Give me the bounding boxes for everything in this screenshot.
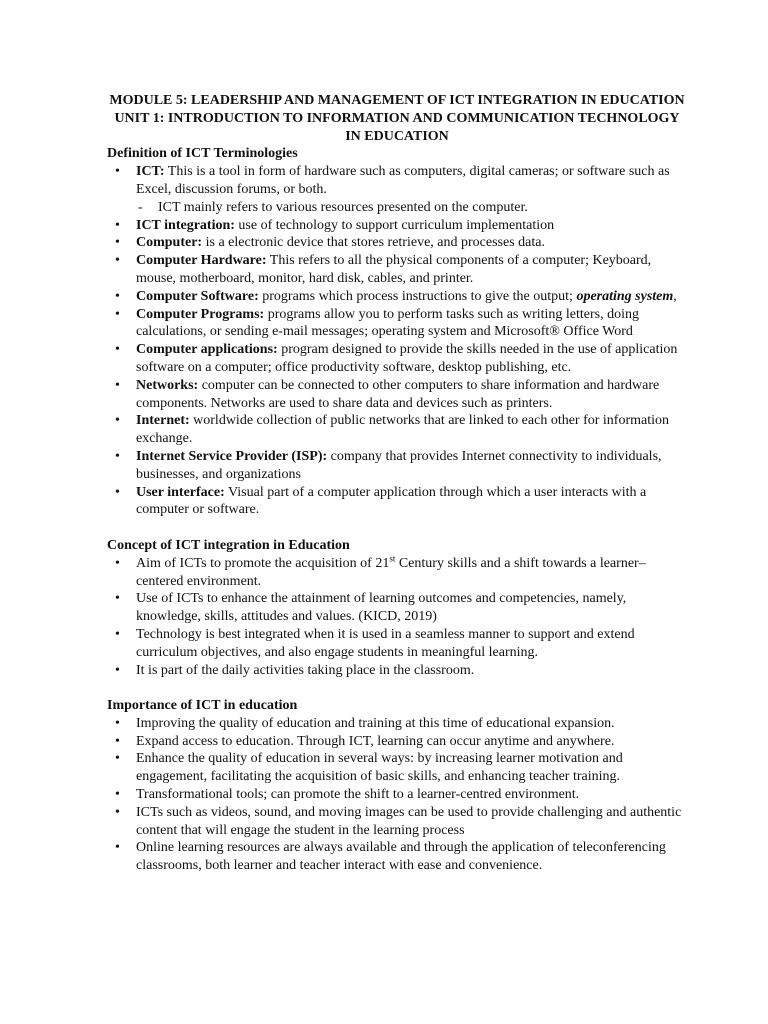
concept-text-post: Century skills and a shift towards a learner–centered environment.	[136, 555, 646, 589]
term: ICT:	[136, 164, 165, 180]
dash: -	[138, 199, 143, 215]
definition-text: worldwide collection of public networks that are linked to each other for information exchange.	[136, 413, 670, 447]
importance-item: • ICTs such as videos, sound, and moving images can be used to provide challenging and authentic content that will engage the student in the learning process	[107, 804, 687, 840]
unit-title: UNIT 1: INTRODUCTION TO INFORMATION AND COMMUNICATION TECHNOLOGY IN EDUCATION	[114, 110, 680, 144]
concept-item: • It is part of the daily activities taking place in the classroom.	[107, 662, 687, 680]
term: ICT integration:	[136, 217, 235, 233]
definition-item-software	[107, 288, 687, 306]
spacer	[107, 519, 687, 537]
concept-item	[107, 555, 687, 591]
sub-item-text: ICT mainly refers to various resources presented on the computer.	[158, 199, 528, 215]
emphasis: operating system	[576, 288, 674, 304]
definition-item	[107, 377, 687, 413]
definition-item	[107, 412, 687, 448]
definition-text: Visual part of a computer application through which a user interacts with a computer or software.	[136, 484, 647, 518]
definitions-heading: Definition of ICT Terminologies	[107, 146, 298, 162]
spacer	[107, 679, 687, 697]
definition-item	[107, 484, 687, 520]
definition-text: programs which process instructions to give the output;	[258, 288, 577, 304]
definition-text: This refers to all the physical components of a computer; Keyboard, mouse, motherboard, monitor, hard disk, cables, and printer.	[136, 253, 652, 286]
term: Computer Software:	[136, 288, 259, 304]
definition-item	[107, 306, 687, 342]
superscript: st	[389, 553, 396, 564]
definition-item-ict	[107, 163, 687, 216]
term: Computer:	[136, 235, 203, 251]
definition-text: is a electronic device that stores retrieve, and processes data.	[202, 235, 545, 251]
importance-list	[107, 715, 687, 875]
definition-text: program designed to provide the skills needed in the use of application software on a computer; office productivity software, desktop publishing, etc.	[136, 342, 678, 375]
importance-item: • Expand access to education. Through ICT, learning can occur anytime and anywhere.	[107, 733, 687, 751]
definitions-list	[107, 163, 687, 519]
term: Computer Hardware:	[136, 253, 267, 269]
importance-heading: Importance of ICT in education	[107, 698, 298, 714]
definition-item	[107, 234, 687, 252]
module-title: MODULE 5: LEADERSHIP AND MANAGEMENT OF ICT INTEGRATION IN EDUCATION	[109, 93, 685, 108]
term: Internet:	[136, 413, 190, 429]
definition-text: This is a tool in form of hardware such as computers, digital cameras; or software such as Excel, discussion forums, or both.	[136, 164, 670, 197]
definition-text: company that provides Internet connectivity to individuals, businesses, and organizations	[136, 448, 662, 482]
term: Internet Service Provider (ISP):	[136, 448, 328, 464]
concept-text-pre: Aim of ICTs to promote the acquisition of 21	[136, 555, 390, 571]
sub-item	[136, 199, 687, 217]
definition-text: use of technology to support curriculum implementation	[234, 217, 555, 233]
term: Networks:	[136, 377, 199, 393]
definition-tail: ,	[673, 288, 677, 304]
definition-item	[107, 252, 687, 288]
concept-list	[107, 555, 687, 680]
term: Computer applications:	[136, 342, 278, 358]
importance-item: • Enhance the quality of education in several ways: by increasing learner motivation and engagement, facilitating the acquisition of basic skills, and enhancing teacher training.	[107, 750, 687, 786]
term: Computer Programs:	[136, 306, 265, 322]
definition-text: programs allow you to perform tasks such as writing letters, doing calculations, or sending e-mail messages; operating system and Microsoft® Office Word	[136, 306, 640, 340]
term: User interface:	[136, 484, 225, 500]
concept-heading: Concept of ICT integration in Education	[107, 537, 350, 553]
importance-item: • Transformational tools; can promote the shift to a learner-centred environment.	[107, 786, 687, 804]
concept-item: • Technology is best integrated when it is used in a seamless manner to support and extend curriculum objectives, and also engage students in meaningful learning.	[107, 626, 687, 662]
definition-text: computer can be connected to other computers to share information and hardware components. Networks are used to share data and devices such as printers.	[136, 377, 660, 411]
concept-item: • Use of ICTs to enhance the attainment of learning outcomes and competencies, namely, knowledge, skills, attitudes and values. (KICD, 2019)	[107, 590, 687, 626]
definition-item	[107, 448, 687, 484]
definition-item	[107, 341, 687, 377]
document-body	[107, 92, 687, 875]
importance-item: • Online learning resources are always available and through the application of teleconferencing classrooms, both learner and teacher interact with ease and convenience.	[107, 839, 687, 875]
definition-item	[107, 217, 687, 235]
importance-item: • Improving the quality of education and training at this time of educational expansion.	[107, 715, 687, 733]
